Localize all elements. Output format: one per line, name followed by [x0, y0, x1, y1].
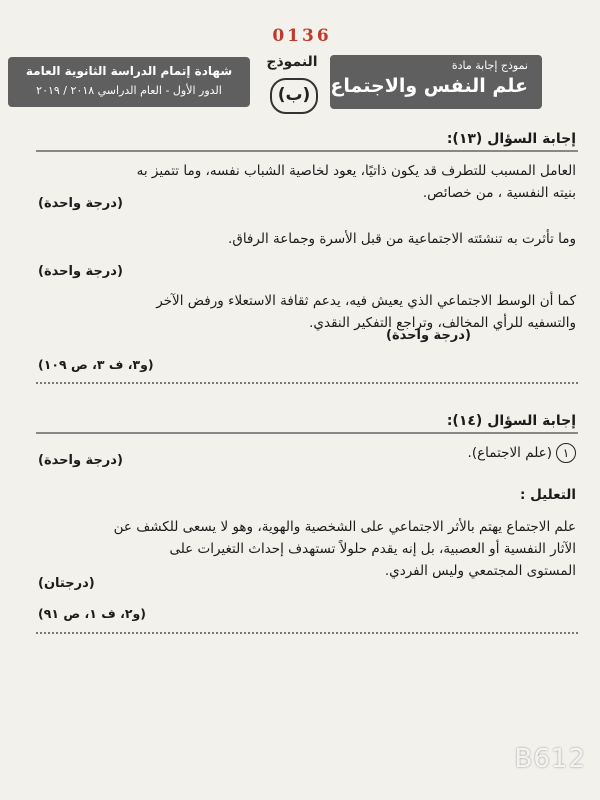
q14-grade-2: (درجتان) — [38, 576, 95, 591]
q14-line-1: علم الاجتماع يهتم بالأثر الاجتماعي على الشخصية والهوية، وهو لا يسعى للكشف عن — [113, 519, 576, 535]
q14-grade-1: (درجة واحدة) — [38, 453, 123, 468]
q14-divider — [36, 432, 578, 434]
q14-reason-label: التعليل : — [520, 487, 576, 503]
q13-title-row — [18, 128, 576, 147]
q13-reference: (و٣، ف ٣، ص ١٠٩) — [38, 357, 154, 372]
answer-model-label: نموذج إجابة مادة — [451, 59, 528, 72]
q13-line-4: كما أن الوسط الاجتماعي الذي يعيش فيه، يدعم ثقافة الاستعلاء ورفض الآخر — [156, 293, 576, 309]
q14-reference: (و٢، ف ١، ص ٩١) — [38, 606, 147, 621]
q13-bottom-divider — [36, 382, 578, 384]
q13-line-5: والتسفيه للرأي المخالف، وتراجع التفكير النقدي. — [309, 315, 576, 331]
q13-line-1: العامل المسبب للتطرف قد يكون ذاتيًا، يعود لخاصية الشباب نفسه، وما تتميز به — [136, 163, 576, 179]
page-number: 0136 — [272, 26, 332, 46]
q13-grade-1: (درجة واحدة) — [38, 196, 123, 211]
q14-reason-label-row — [18, 484, 576, 506]
q13-body-2 — [18, 228, 576, 250]
model-label: النموذج — [266, 54, 318, 70]
subject-header-box — [330, 55, 542, 109]
q13-line-3: وما تأثرت به تنشئته الاجتماعية من قبل الأسرة وجماعة الرفاق. — [228, 231, 576, 247]
certificate-header-box — [8, 57, 250, 107]
camera-watermark: B612 — [514, 744, 586, 774]
q14-title: إجابة السؤال (١٤): — [446, 413, 576, 429]
q14-answer: (علم الاجتماع). — [467, 445, 552, 461]
q13-grade-2: (درجة واحدة) — [38, 264, 123, 279]
q13-divider — [36, 150, 578, 152]
q13-title: إجابة السؤال (١٣): — [446, 131, 576, 147]
exam-session: الدور الأول - العام الدراسي ٢٠١٨ / ٢٠١٩ — [36, 84, 222, 97]
q13-grade-3: (درجة واحدة) — [386, 328, 471, 343]
q14-bottom-divider — [36, 632, 578, 634]
subject-title: علم النفس والاجتماع — [330, 75, 528, 97]
model-letter-badge: (ب) — [270, 78, 318, 114]
q14-line-3: المستوى المجتمعي وليس الفردي. — [384, 563, 576, 579]
q14-line-2: الآثار النفسية أو العصبية، بل إنه يقدم حلولاً تستهدف إحداث التغيرات على — [169, 541, 576, 557]
q14-title-row — [18, 410, 576, 429]
q13-line-2: بنيته النفسية ، من خصائص. — [422, 185, 576, 201]
q14-item-number: ١ — [556, 443, 576, 463]
q13-body-3 — [18, 290, 576, 334]
q14-answer-line — [468, 442, 576, 464]
q14-reason-body — [18, 516, 576, 582]
certificate-title: شهادة إتمام الدراسة الثانوية العامة — [25, 64, 233, 78]
